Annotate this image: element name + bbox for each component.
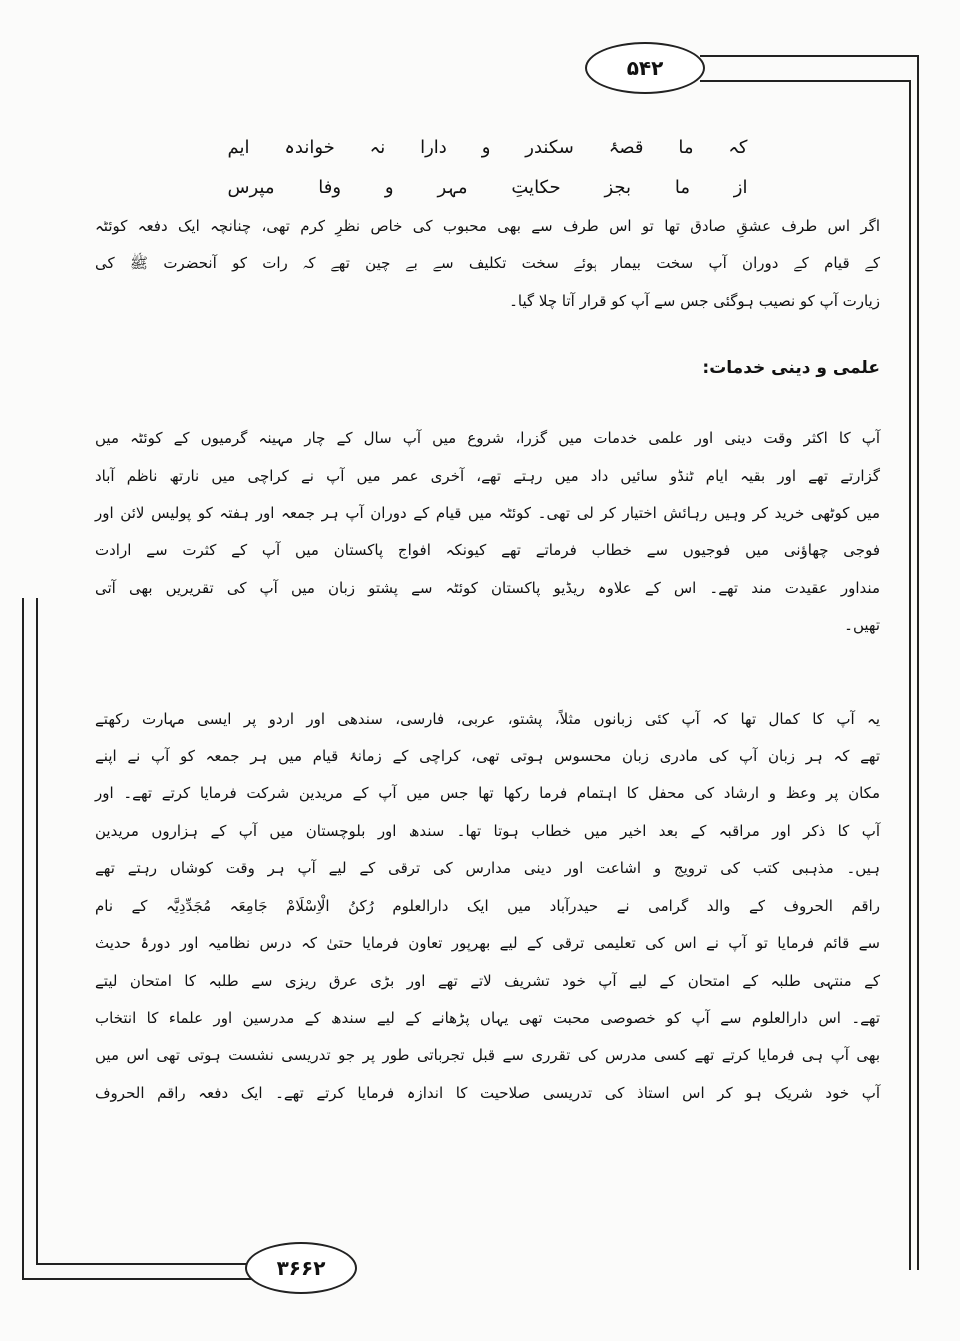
frame-line [917,55,919,1270]
text-line: آپ کا ذکر اور مراقبہ کے بعد اخیر میں خطاب ہوتا تھا۔ سندھ اور بلوچستان میں آپ کے ہزاروں مریدین [95,821,880,840]
spacer [95,386,880,420]
page-number-top: ۵۴۲ [585,42,705,94]
frame-line [22,598,24,1278]
frame-line [700,80,910,82]
verse-line: از ما بجز حکایتِ مہر و وفا مپرس [227,177,748,198]
text-line: زیارت آپ کو نصیب ہوگئی جس سے آپ کو قرار آتا چلا گیا۔ [509,291,880,310]
text-line: بھی آپ ہی فرمایا کرتے تھے کسی مدرس کی تقرری سے قبل تجرباتی طور پر جو تدریسی نشست ہوتی تھی اس میں [95,1046,880,1065]
text-line: کے منتہی طلبہ کے امتحان کے لیے آپ خود تشریف لاتے تھے اور بڑی عرق ریزی سے طلبہ کا امتحان لیتے [95,971,880,990]
frame-line [36,1263,252,1265]
text-line: اگر اس طرف عشقِ صادق تھا تو اس طرف سے بھی محبوب کی خاص نظرِ کرم تھی، چنانچہ ایک دفعہ کوئٹہ [95,217,880,235]
text-line: سے قائم فرمایا تو آپ نے اس کی تعلیمی ترقی کے لیے بھرپور تعاون فرمایا حتیٰ کہ درس نظامیہ اور دورۂ حدیث [95,934,880,953]
text-line: کے قیام کے دوران آپ سخت بیمار ہوئے سخت تکلیف سے بے چین تھے کہ رات کو آنحضرت ﷺ کی [95,254,880,273]
section-heading: علمی و دینی خدمات: [702,358,880,379]
text-block [95,128,880,1112]
frame-line [909,80,911,1270]
text-line: تھے کہ ہر زبان آپ کی مادری زبان محسوس ہوتی تھی، کراچی کے زمانۂ قیام میں ہر جمعہ کو آپ نے اپنے [95,747,880,766]
text-line: منداور عقیدت مند تھے۔ اس کے علاوہ ریڈیو پاکستان کوئٹہ سے پشتو زبان میں آپ کی تقریریں بھی آتی [95,578,880,597]
page-number-bottom: ۳۶۶۲ [245,1242,357,1294]
text-line: میں کوٹھی خرید کر وہیں رہائش اختیار کر لی تھی۔ کوئٹہ میں قیام کے دوران آپ ہر جمعہ اور ہفتہ کو پولیس لائن اور [95,504,880,523]
verse-line: کہ ما قصۂ سکندر و دارا نہ خواندہ ایم [227,137,748,158]
text-line: گزارتے تھے اور بقیہ ایام ٹنڈو سائیں داد میں رہتے تھے، آخری عمر میں آپ نے کراچی میں نارتھ ناظم آباد [95,466,880,485]
text-line: آپ خود شریک ہو کر اس استاذ کی تدریسی صلاحیت کا اندازہ فرمایا کرتے تھے۔ ایک دفعہ راقم الحروف [95,1083,880,1102]
text-line: فوجی چھاؤنی میں فوجیوں سے خطاب فرماتے تھے کیونکہ افواج پاکستان میں آپ کے کثرت سے ارادت [95,541,880,560]
text-line: مکان پر وعظ و ارشاد کی محفل کا اہتمام فرما رکھا تھا جس میں آپ کے مریدین شرکت فرمایا کرتے تھے۔ اور [95,784,880,803]
text-line: آپ کا اکثر وقت دینی اور علمی خدمات میں گزرا، شروع میں آپ سال کے چار مہینہ گرمیوں کے کوئٹہ میں [95,429,880,448]
text-line: یہ آپ کا کمال تھا کہ آپ کئی زبانوں مثلاً، پشتو، عربی، فارسی، سندھی اور اردو پر ایسی مہارت رکھتے [95,709,880,728]
text-line: تھیں۔ [844,616,880,635]
spacer [95,645,880,701]
frame-line [36,598,38,1263]
verse-block [228,128,748,208]
text-line: ہیں۔ مذہبی کتب کی ترویج و اشاعت اور دینی مدارس کی ترقی کے لیے آپ ہر وقت کوشاں رہتے تھے [95,859,880,878]
text-line: تھے۔ اس دارالعلوم سے آپ کو خصوصی محبت تھی یہاں پڑھانے کے لیے سندھ کے مدرسین اور علماء کا انتخاب [95,1008,880,1027]
frame-line [700,55,918,57]
frame-line [22,1278,252,1280]
text-line: راقم الحروف کے والد گرامی نے حیدرآباد میں ایک دارالعلوم رُکنُ الْاِسْلَامْ جَامِعَہ مُجَدِّدِیَّہ کے نام [95,896,880,915]
